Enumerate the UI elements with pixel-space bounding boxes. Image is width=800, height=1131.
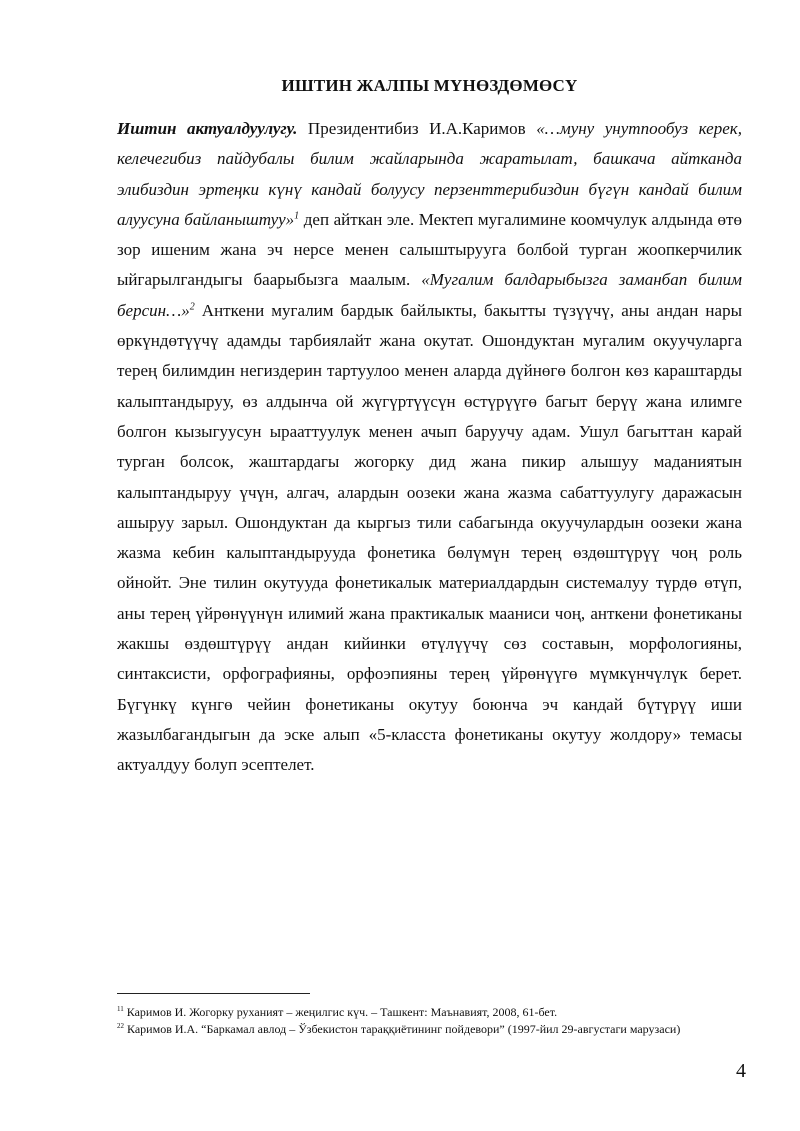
text-run: Анткени мугалим бардык байлыкты, бакытты түзүүчү, аны андан нары өркүндөтүүчү адамды тарбиялайт жана окутат. Ошондуктан мугалим окуучуларга терең билимдин негиздерин тартуулоо менен аларда дүйнөгө болгон көз караштарды калыптандыруу, өз алдынча ой жүгүртүүсүн өстүрүүгө багыт берүү жана илимге болгон кызыгуусун ырааттуулук менен ачып баруучу адам. Ушул багыттан карай турган болсок, жаштардагы жогорку дид жана пикир алышуу маданиятын калыптандыруу үчүн, алгач, алардын оозеки жана жазма сабаттуулугу даражасын ашыруу зарыл. Ошондуктан да кыргыз тили сабагында окуучулардын оозеки жана жазма кебин калыптандырууда фонетика бөлүмүн терең өздөштүрүү чоң роль ойнойт. Эне тилин окутууда фонетикалык материалдардын системалуу түрдө өтүп, аны терең үйрөнүүнүн илимий жана практикалык мааниси чоң, анткени фонетиканы жакшы өздөштүрүү андан кийинки өтүлүүчү сөз составын, морфологияны, синтаксисти, орфографияны, орфоэпияны терең үйрөнүүгө мүмкүнчүлүк берет. Бүгүнкү күнгө чейин фонетиканы окутуу боюнча эч кандай бүтүрүү иши жазылбагандыгын да эске алып «5-класста фонетиканы окутуу жолдору» темасы актуалдуу болуп эсептелет. [117, 300, 742, 775]
footnote-mark: 22 [117, 1022, 124, 1030]
body-text [117, 114, 742, 781]
quote-1: «…муну унутпообуз керек, келечегибиз пайдубалы билим жайларында жаратылат, башкача айтканда элибиздин эртеңки күнү кандай болуусу перзенттерибиздин бүгүн кандай билим алуусуна байланыштуу» [117, 119, 742, 229]
page-title: ИШТИН ЖАЛПЫ МҮНӨЗДӨМӨСҮ [281, 76, 578, 95]
footnote-text: Каримов И.А. “Баркамал авлод – Ўзбекистон тараққиётининг пойдевори” (1997-йил 29-августаги марузаси) [124, 1022, 681, 1036]
text-run: Президентибиз И.А.Каримов [297, 119, 537, 138]
paragraph [117, 114, 742, 781]
quote-2: «Мугалим балдарыбызга заманбап билим берсин…» [117, 270, 742, 320]
footnote-mark: 11 [117, 1005, 124, 1013]
footnote-text: Каримов И. Жогорку руханият – жеңилгис күч. – Ташкент: Маънавият, 2008, 61-бет. [123, 1005, 558, 1019]
footnote-2 [117, 1021, 742, 1038]
footnote-ref-1[interactable]: 1 [294, 210, 300, 222]
section-lead: Иштин актуалдуулугу. [117, 119, 298, 138]
footnote-separator [117, 993, 310, 994]
page-number: 4 [736, 1060, 746, 1082]
footnote-1 [117, 1004, 742, 1021]
footnote-ref-2[interactable]: 2 [189, 301, 195, 313]
text-run: деп айткан эле. Мектеп мугалимине коомчулук алдында өтө зор ишеним жана эч нерсе менен салыштырууга болбой турган жоопкерчилик ыйгарылгандыгы баарыбызга маалым. [117, 209, 742, 290]
